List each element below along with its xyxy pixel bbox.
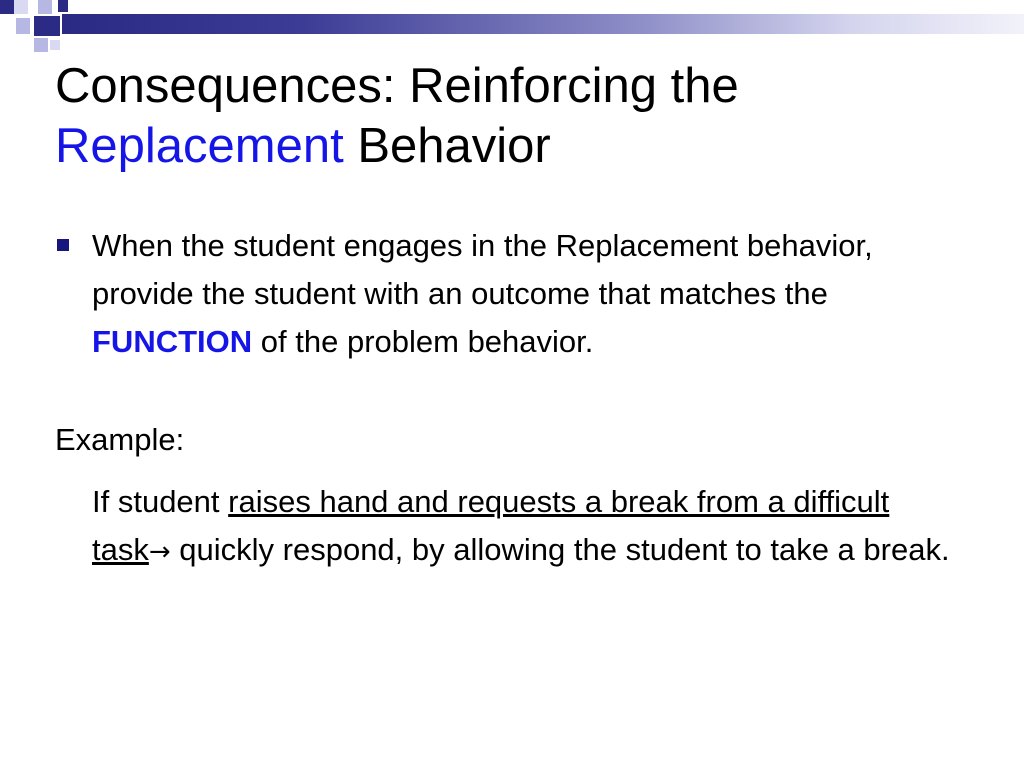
right-arrow-icon: →	[148, 537, 171, 567]
header-square-icon	[38, 0, 52, 14]
header-square-icon	[50, 40, 60, 50]
bullet-point	[55, 222, 965, 366]
header-gradient-bar	[62, 14, 1024, 34]
header-square-icon	[16, 18, 30, 34]
header-square-icon	[34, 16, 60, 36]
bullet-text-before: When the student engages in the Replacement behavior, provide the student with an outcome that matches the	[92, 228, 873, 311]
spacer	[55, 366, 965, 416]
header-square-icon	[0, 0, 14, 14]
header-square-icon	[34, 38, 48, 52]
bullet-text-after: of the problem behavior.	[260, 324, 594, 359]
slide-title	[55, 56, 995, 176]
function-emphasis: FUNCTION	[92, 324, 253, 359]
example-underlined-behavior: raises hand and requests a break from a difficult task	[92, 484, 890, 567]
slide-body	[55, 222, 965, 576]
example-suffix: quickly respond, by allowing the student to take a break.	[179, 532, 950, 567]
title-line-1: Consequences: Reinforcing the	[55, 59, 739, 113]
header-square-icon	[14, 0, 28, 14]
example-body	[55, 478, 965, 576]
header-square-icon	[58, 0, 68, 12]
title-accent-word: Replacement	[55, 119, 344, 173]
title-rest-word: Behavior	[357, 119, 551, 173]
square-bullet-icon	[57, 239, 69, 251]
example-label: Example:	[55, 422, 185, 457]
example-prefix: If student	[92, 484, 220, 519]
